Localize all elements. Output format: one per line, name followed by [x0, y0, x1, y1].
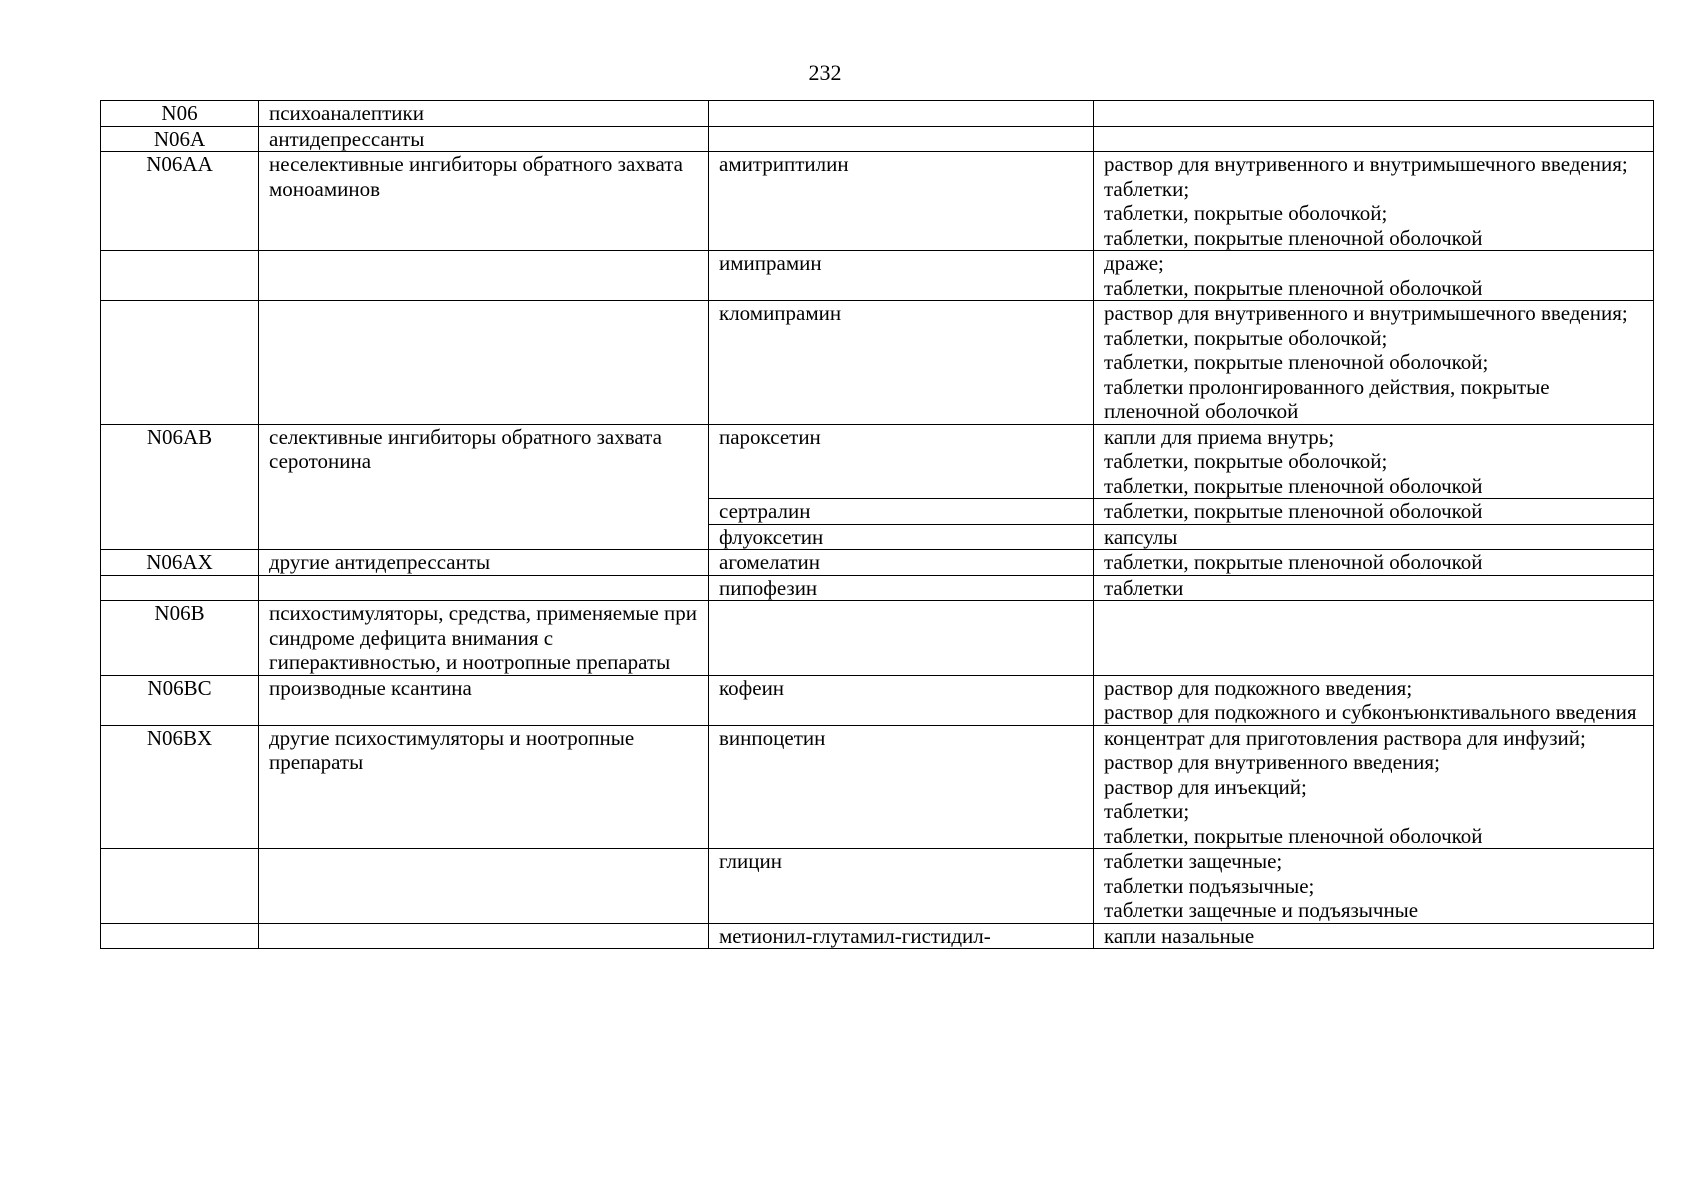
table-row: [101, 550, 1654, 576]
dosage-forms: таблетки защечные; таблетки подъязычные; таблетки защечные и подъязычные: [1094, 849, 1654, 924]
group-name: [259, 849, 709, 924]
table-row: [101, 152, 1654, 251]
atc-code: [101, 301, 259, 425]
drug-table: [100, 100, 1654, 949]
group-name: другие психостимуляторы и ноотропные препараты: [259, 725, 709, 849]
drug-name: винпоцетин: [709, 725, 1094, 849]
table-row: [101, 849, 1654, 924]
table-row: [101, 675, 1654, 725]
atc-code: N06AB: [101, 424, 259, 550]
dosage-forms: [1094, 101, 1654, 127]
dosage-forms: [1094, 601, 1654, 676]
group-name: психостимуляторы, средства, применяемые при синдроме дефицита внимания с гиперактивностью, и ноотропные препараты: [259, 601, 709, 676]
dosage-forms: драже; таблетки, покрытые пленочной оболочкой: [1094, 251, 1654, 301]
table-row: [101, 251, 1654, 301]
table-row: [101, 126, 1654, 152]
table-row: [101, 101, 1654, 127]
atc-code: N06B: [101, 601, 259, 676]
group-name: [259, 301, 709, 425]
atc-code: [101, 575, 259, 601]
dosage-forms: концентрат для приготовления раствора для инфузий; раствор для внутривенного введения; раствор для инъекций; таблетки; таблетки, покрытые пленочной оболочкой: [1094, 725, 1654, 849]
dosage-forms: раствор для подкожного введения; раствор для подкожного и субконъюнктивального введения: [1094, 675, 1654, 725]
dosage-forms: капсулы: [1094, 524, 1654, 550]
atc-code: [101, 251, 259, 301]
atc-code: N06A: [101, 126, 259, 152]
drug-name: [709, 126, 1094, 152]
table-row: [101, 601, 1654, 676]
drug-name: глицин: [709, 849, 1094, 924]
atc-code: N06BC: [101, 675, 259, 725]
atc-code: N06AA: [101, 152, 259, 251]
dosage-forms: капли для приема внутрь; таблетки, покрытые оболочкой; таблетки, покрытые пленочной оболочкой: [1094, 424, 1654, 499]
drug-name: сертралин: [709, 499, 1094, 525]
drug-name: имипрамин: [709, 251, 1094, 301]
atc-code: [101, 849, 259, 924]
group-name: другие антидепрессанты: [259, 550, 709, 576]
group-name: селективные ингибиторы обратного захвата серотонина: [259, 424, 709, 550]
atc-code: N06: [101, 101, 259, 127]
table-row: [101, 575, 1654, 601]
drug-name: [709, 101, 1094, 127]
dosage-forms: раствор для внутривенного и внутримышечного введения; таблетки; таблетки, покрытые оболочкой; таблетки, покрытые пленочной оболочкой: [1094, 152, 1654, 251]
atc-code: [101, 923, 259, 949]
dosage-forms: таблетки: [1094, 575, 1654, 601]
dosage-forms: таблетки, покрытые пленочной оболочкой: [1094, 550, 1654, 576]
table-row: [101, 301, 1654, 425]
table-row: [101, 424, 1654, 499]
dosage-forms: таблетки, покрытые пленочной оболочкой: [1094, 499, 1654, 525]
page-number: 232: [808, 60, 842, 85]
table-row: [101, 923, 1654, 949]
drug-name: флуоксетин: [709, 524, 1094, 550]
drug-name: амитриптилин: [709, 152, 1094, 251]
drug-name: пипофезин: [709, 575, 1094, 601]
group-name: антидепрессанты: [259, 126, 709, 152]
drug-name: метионил-глутамил-гистидил-: [709, 923, 1094, 949]
drug-name: кломипрамин: [709, 301, 1094, 425]
atc-code: N06AX: [101, 550, 259, 576]
group-name: [259, 251, 709, 301]
atc-code: N06BX: [101, 725, 259, 849]
drug-name: [709, 601, 1094, 676]
group-name: неселективные ингибиторы обратного захвата моноаминов: [259, 152, 709, 251]
drug-name: пароксетин: [709, 424, 1094, 499]
drug-name: агомелатин: [709, 550, 1094, 576]
group-name: производные ксантина: [259, 675, 709, 725]
group-name: психоаналептики: [259, 101, 709, 127]
dosage-forms: капли назальные: [1094, 923, 1654, 949]
group-name: [259, 923, 709, 949]
dosage-forms: раствор для внутривенного и внутримышечного введения; таблетки, покрытые оболочкой; таблетки, покрытые пленочной оболочкой; таблетки пролонгированного действия, покрытые пленочной оболочкой: [1094, 301, 1654, 425]
drug-name: кофеин: [709, 675, 1094, 725]
table-row: [101, 725, 1654, 849]
dosage-forms: [1094, 126, 1654, 152]
group-name: [259, 575, 709, 601]
